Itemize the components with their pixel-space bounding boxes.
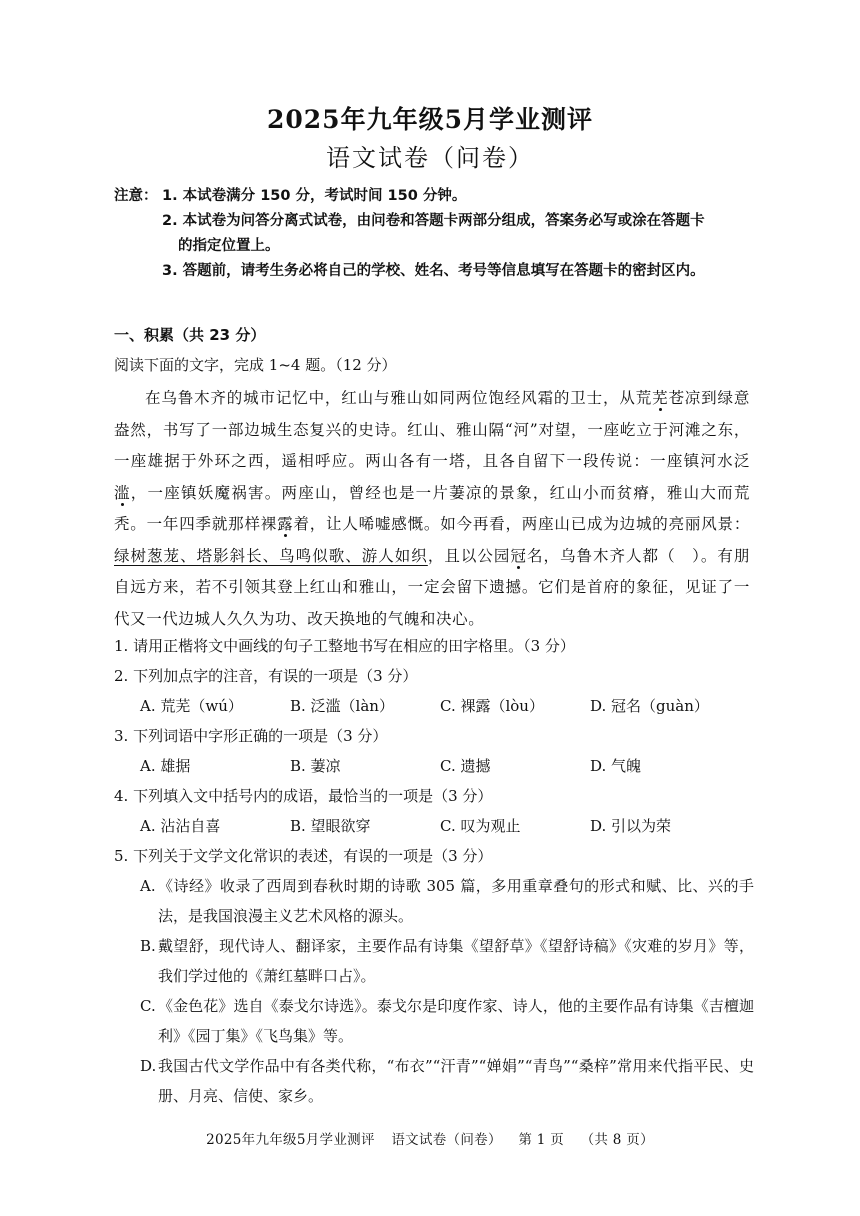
option-a: A. 雄据 xyxy=(140,757,191,775)
option-text: 《诗经》收录了西周到春秋时期的诗歌 305 篇，多用重章叠句的形式和赋、比、兴的手法，是我国浪漫主义艺术风格的源头。 xyxy=(158,877,754,925)
passage-text: 苍凉到绿意盎然，书写了一部边城生态复兴的史诗。红山、雅山隔“河”对望，一座屹立于河滩之东，一座雄据于外环之西，遥相呼应。两山各有一塔，且各自留下一段传说：一座镇河水泛 xyxy=(114,389,750,470)
option-d: D. 气魄 xyxy=(590,757,642,775)
option-c: C. 叹为观止 xyxy=(440,817,521,835)
footer-total: （共 8 页） xyxy=(580,1132,654,1148)
passage-paragraph xyxy=(114,383,750,635)
option-b: B. 萋凉 xyxy=(290,757,341,775)
notice-line xyxy=(114,184,754,209)
option-letter: D. xyxy=(140,1057,157,1075)
option-text: 《金色花》选自《泰戈尔诗选》。泰戈尔是印度作家、诗人，他的主要作品有诗集《吉檀迦利》《园丁集》《飞鸟集》等。 xyxy=(158,997,754,1045)
option-letter: C. xyxy=(140,997,156,1015)
question-3: 3. 下列词语中字形正确的一项是（3 分） xyxy=(114,727,388,745)
option-d: D. 冠名（guàn） xyxy=(590,697,709,715)
question-4: 4. 下列填入文中括号内的成语，最恰当的一项是（3 分） xyxy=(114,787,493,805)
option-a: A. 沾沾自喜 xyxy=(140,817,221,835)
option-a xyxy=(114,871,754,931)
option-c: C. 裸露（lòu） xyxy=(440,697,544,715)
dotted-char: 芜 xyxy=(652,389,669,407)
question-5: 5. 下列关于文学文化常识的表述，有误的一项是（3 分） xyxy=(114,847,493,865)
question-2-options xyxy=(114,691,754,721)
option-c: C. 遗撼 xyxy=(440,757,491,775)
question-3-options xyxy=(114,751,754,781)
page-footer xyxy=(0,1128,860,1148)
notice-block xyxy=(114,184,754,284)
passage-text: 着，让人唏嘘感慨。如今再看，两座山已成为边城的亮丽风景： xyxy=(293,515,750,533)
passage-text: 在乌鲁木齐的城市记忆中，红山与雅山如同两位饱经风霜的卫士，从荒 xyxy=(145,389,653,407)
section-lead: 阅读下面的文字，完成 1~4 题。（12 分） xyxy=(114,356,397,374)
option-d: D. 引以为荣 xyxy=(590,817,672,835)
option-letter: A. xyxy=(140,877,156,895)
footer-paper: 语文试卷（问卷） xyxy=(391,1132,502,1148)
question-4-options xyxy=(114,811,754,841)
underlined-sentence: 绿树葱茏、塔影斜长、鸟鸣似歌、游人如织 xyxy=(114,546,428,565)
footer-page: 第 1 页 xyxy=(518,1132,565,1148)
passage-text: 名，乌鲁木齐人都（ ）。有朋自远方来，若不引领其登上红山和雅山，一定会留下遗撼。它们是首府的象征，见证了一代又一代边城人久久为功、改天换地的气魄和决心。 xyxy=(114,546,750,628)
passage-text: ，一座镇妖魔祸害。两座山，曾经也是一片萋凉的景象，红山小而贫瘠，雅山大而荒秃。一年四季就那样裸 xyxy=(114,483,751,533)
exam-title: 2025年九年级5月学业测评 xyxy=(267,105,593,134)
notice-label: 注意： xyxy=(114,188,158,204)
question-list xyxy=(114,631,754,1111)
option-text: 戴望舒，现代诗人、翻译家，主要作品有诗集《望舒草》《望舒诗稿》《灾难的岁月》等，我们学过他的《萧红墓畔口占》。 xyxy=(158,937,754,985)
section-title: 一、积累（共 23 分） xyxy=(114,326,266,344)
notice-item: 1. 本试卷满分 150 分，考试时间 150 分钟。 xyxy=(162,188,467,204)
dotted-char: 滥 xyxy=(114,483,131,502)
notice-item: 3. 答题前，请考生务必将自己的学校、姓名、考号等信息填写在答题卡的密封区内。 xyxy=(162,263,705,279)
option-text: 我国古代文学作品中有各类代称，“布衣”“汗青”“婵娟”“青鸟”“桑梓”常用来代指平民、史册、月亮、信使、家乡。 xyxy=(158,1057,754,1105)
option-c xyxy=(114,991,754,1051)
reading-passage xyxy=(114,383,750,635)
option-letter: B. xyxy=(140,937,156,955)
option-a: A. 荒芜（wú） xyxy=(140,697,243,715)
notice-item: 的指定位置上。 xyxy=(178,238,280,254)
dotted-char: 露 xyxy=(277,515,294,533)
dotted-char: 冠 xyxy=(510,546,527,565)
notice-item: 2. 本试卷为问答分离式试卷，由问卷和答题卡两部分组成，答案务必写或涂在答题卡 xyxy=(162,213,705,229)
footer-exam: 2025年九年级5月学业测评 xyxy=(206,1132,375,1148)
passage-text: ，且以公园 xyxy=(427,546,511,565)
option-b: B. 望眼欲穿 xyxy=(290,817,371,835)
option-b xyxy=(114,931,754,991)
exam-subtitle: 语文试卷（问卷） xyxy=(326,144,534,172)
question-1: 1. 请用正楷将文中画线的句子工整地书写在相应的田字格里。（3 分） xyxy=(114,637,575,655)
question-2: 2. 下列加点字的注音，有误的一项是（3 分） xyxy=(114,667,418,685)
option-b: B. 泛滥（làn） xyxy=(290,697,394,715)
option-d xyxy=(114,1051,754,1111)
